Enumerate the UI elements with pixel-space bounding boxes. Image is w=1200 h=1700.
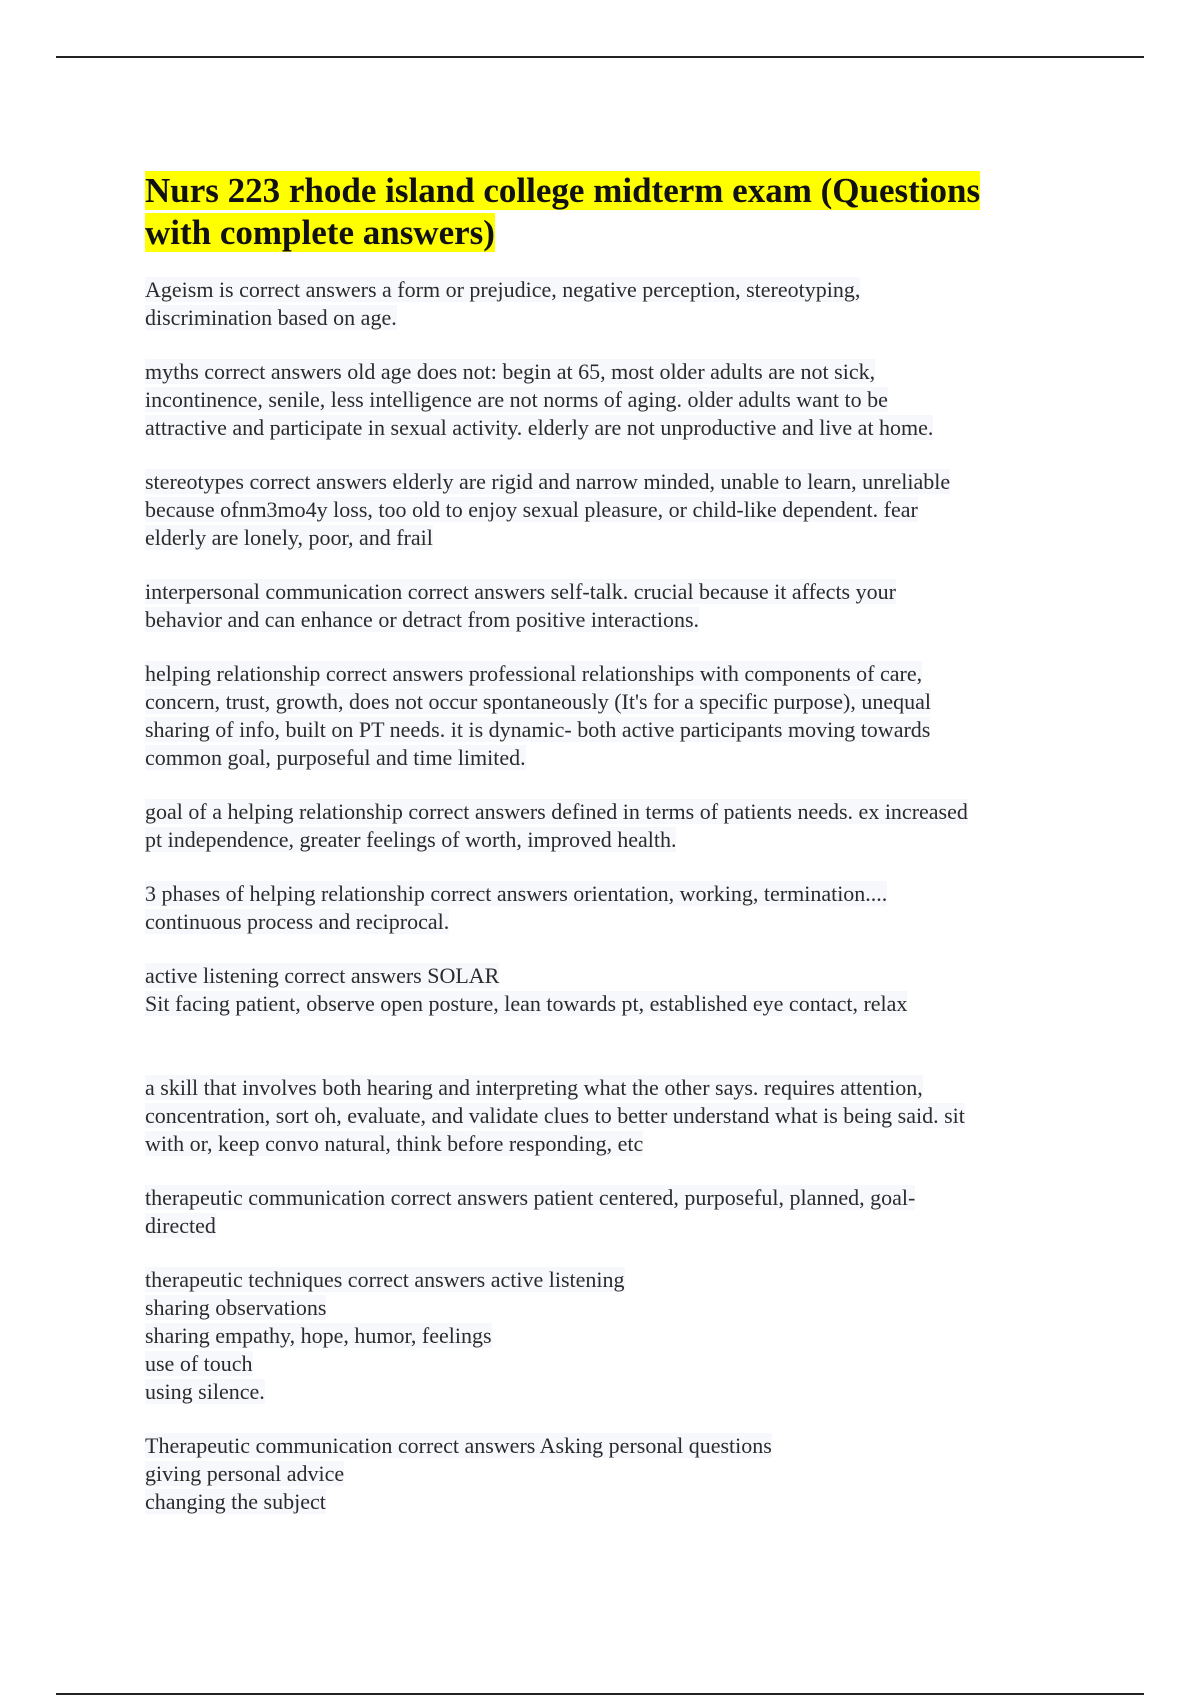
qa-interpersonal-communication	[145, 578, 1065, 634]
text-line: use of touch	[145, 1351, 253, 1376]
bottom-rule	[56, 1693, 1144, 1695]
text-line: interpersonal communication correct answers self-talk. crucial because it affects your	[145, 579, 896, 604]
document-title	[145, 170, 1065, 254]
text-line: helping relationship correct answers professional relationships with components of care,	[145, 661, 923, 686]
text-line: goal of a helping relationship correct answers defined in terms of patients needs. ex increased	[145, 799, 968, 824]
qa-active-listening	[145, 962, 1065, 1018]
qa-ageism	[145, 276, 1065, 332]
text-line: with or, keep convo natural, think before responding, etc	[145, 1131, 644, 1156]
text-line: sharing of info, built on PT needs. it is dynamic- both active participants moving towards	[145, 717, 931, 742]
text-line: directed	[145, 1213, 216, 1238]
document-body	[145, 170, 1065, 1542]
text-line: a skill that involves both hearing and interpreting what the other says. requires attention,	[145, 1075, 923, 1100]
text-line: therapeutic communication correct answers patient centered, purposeful, planned, goal-	[145, 1185, 916, 1210]
text-line: common goal, purposeful and time limited.	[145, 745, 526, 770]
qa-goal-helping-relationship	[145, 798, 1065, 854]
text-line: concern, trust, growth, does not occur spontaneously (It's for a specific purpose), unequal	[145, 689, 931, 714]
text-line: pt independence, greater feelings of worth, improved health.	[145, 827, 677, 852]
top-rule	[56, 56, 1144, 58]
text-line: changing the subject	[145, 1489, 326, 1514]
text-line: myths correct answers old age does not: begin at 65, most older adults are not sick,	[145, 359, 876, 384]
title-line: with complete answers)	[145, 213, 495, 252]
qa-therapeutic-techniques	[145, 1266, 1065, 1406]
text-line: Ageism is correct answers a form or prejudice, negative perception, stereotyping,	[145, 277, 861, 302]
text-line: elderly are lonely, poor, and frail	[145, 525, 433, 550]
text-line: because ofnm3mo4y loss, too old to enjoy sexual pleasure, or child-like dependent. fear	[145, 497, 918, 522]
text-line: giving personal advice	[145, 1461, 345, 1486]
text-line: 3 phases of helping relationship correct answers orientation, working, termination....	[145, 881, 888, 906]
qa-three-phases	[145, 880, 1065, 936]
text-line: attractive and participate in sexual activity. elderly are not unproductive and live at home.	[145, 415, 934, 440]
text-line: Therapeutic communication correct answers Asking personal questions	[145, 1433, 772, 1458]
text-line: sharing empathy, hope, humor, feelings	[145, 1323, 492, 1348]
qa-nontherapeutic-communication	[145, 1432, 1065, 1516]
text-line: incontinence, senile, less intelligence are not norms of aging. older adults want to be	[145, 387, 888, 412]
text-line: continuous process and reciprocal.	[145, 909, 450, 934]
text-line: discrimination based on age.	[145, 305, 397, 330]
text-line: sharing observations	[145, 1295, 327, 1320]
text-line: stereotypes correct answers elderly are rigid and narrow minded, unable to learn, unreliable	[145, 469, 951, 494]
qa-listening-skill	[145, 1074, 1065, 1158]
text-line: active listening correct answers SOLAR	[145, 963, 500, 988]
text-line: therapeutic techniques correct answers active listening	[145, 1267, 625, 1292]
title-line: Nurs 223 rhode island college midterm exam (Questions	[145, 171, 981, 210]
qa-therapeutic-communication	[145, 1184, 1065, 1240]
text-line: Sit facing patient, observe open posture, lean towards pt, established eye contact, relax	[145, 991, 908, 1016]
qa-stereotypes	[145, 468, 1065, 552]
spacer	[145, 1044, 1065, 1074]
text-line: concentration, sort oh, evaluate, and validate clues to better understand what is being said. sit	[145, 1103, 965, 1128]
qa-myths	[145, 358, 1065, 442]
qa-helping-relationship	[145, 660, 1065, 772]
text-line: behavior and can enhance or detract from positive interactions.	[145, 607, 700, 632]
text-line: using silence.	[145, 1379, 265, 1404]
